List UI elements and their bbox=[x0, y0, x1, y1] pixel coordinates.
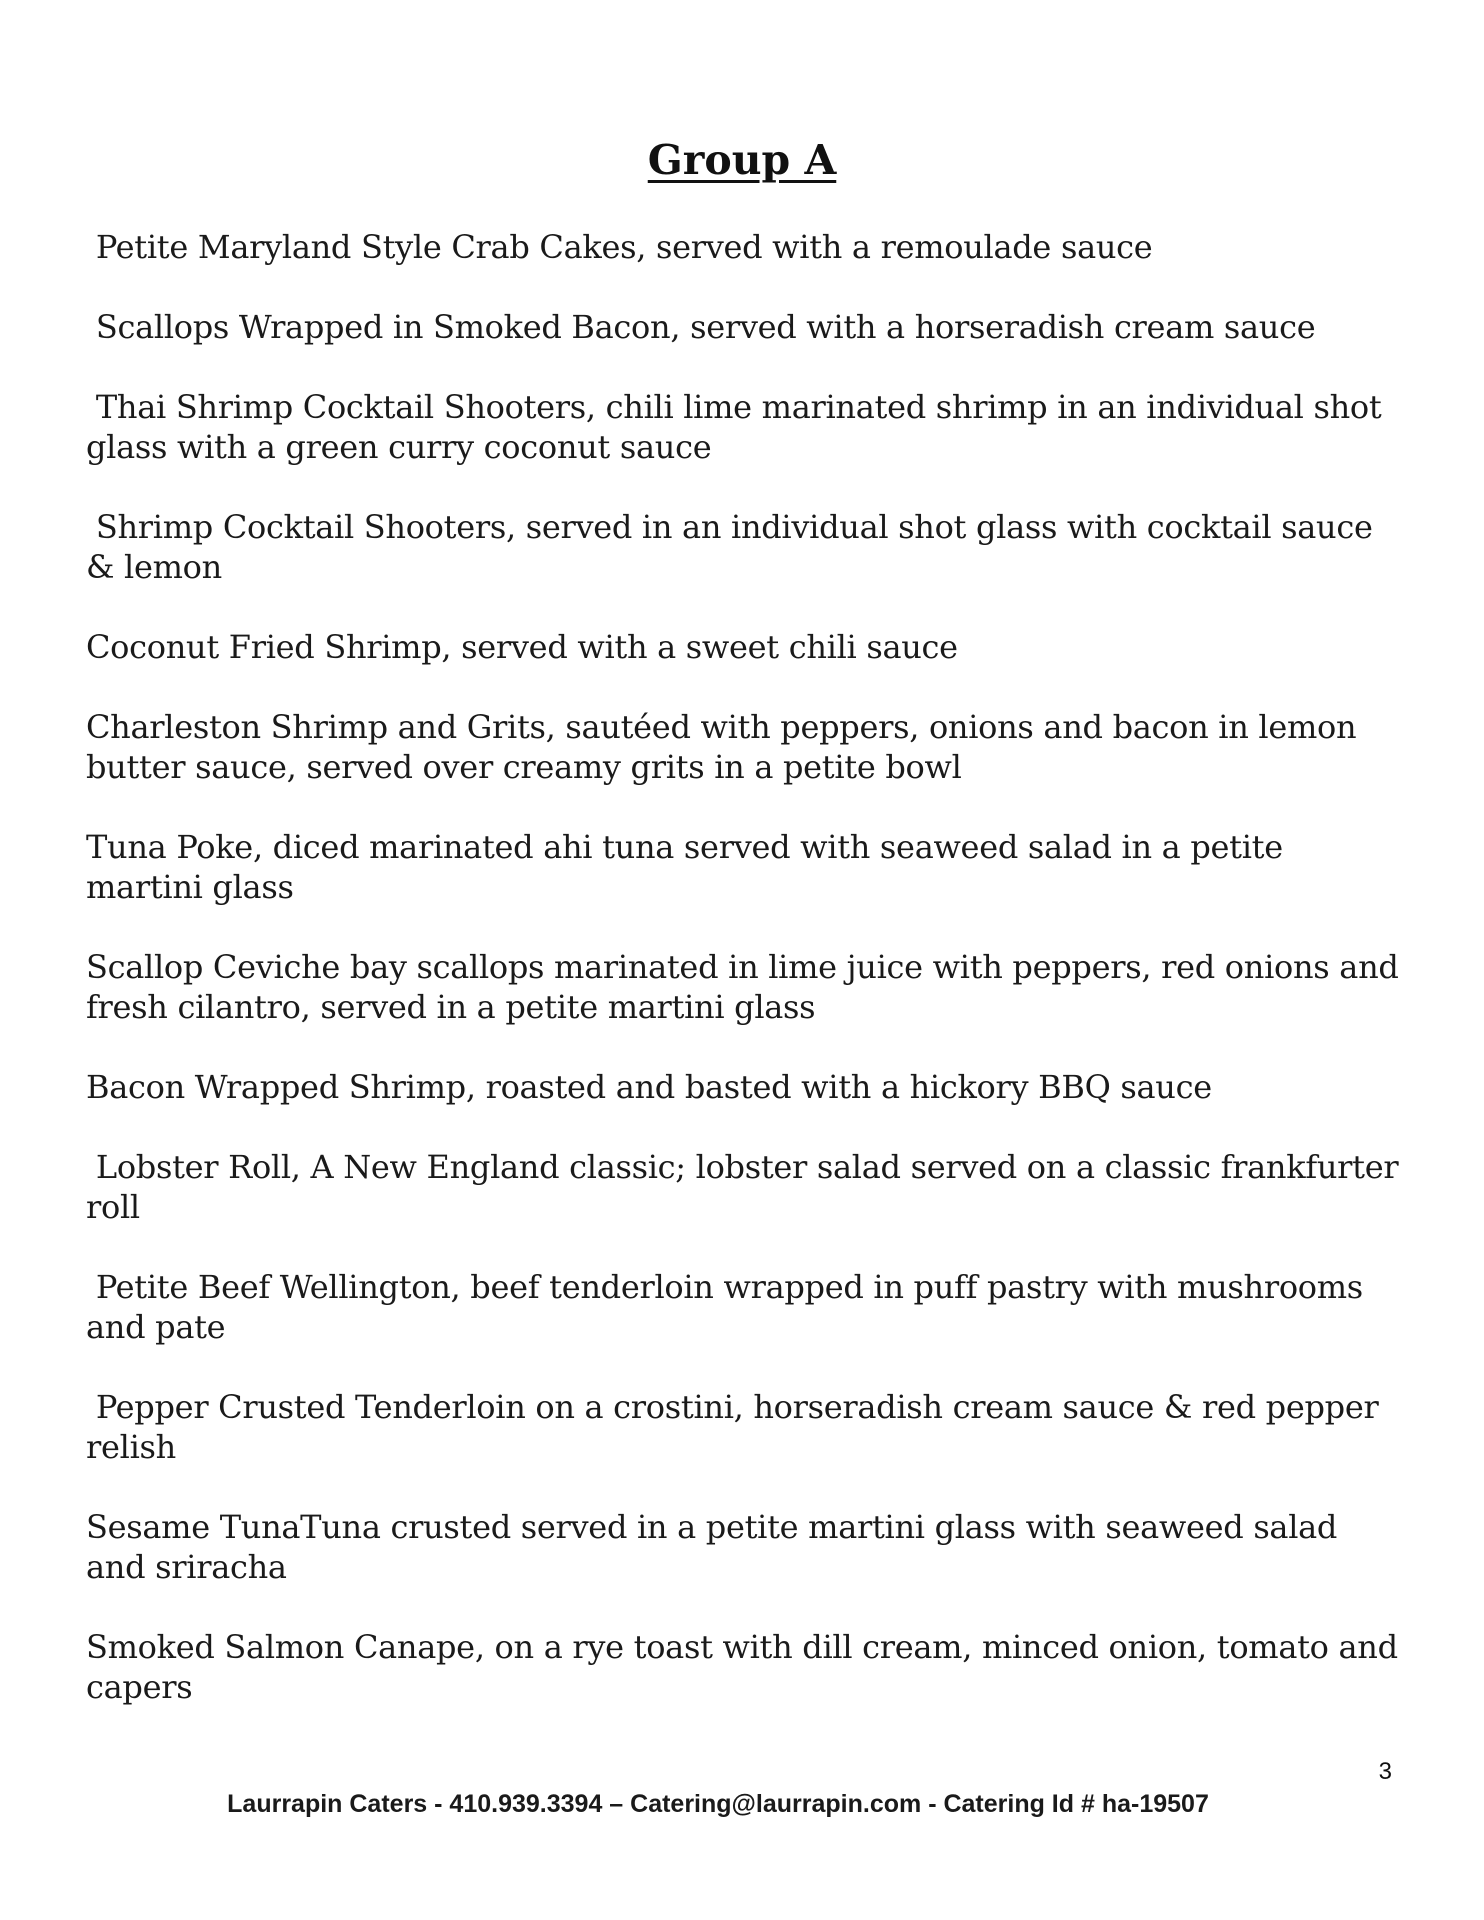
menu-item: Sesame TunaTuna crusted served in a petite martini glass with seaweed salad and sriracha bbox=[86, 1508, 1347, 1586]
page-title: Group A bbox=[647, 136, 837, 184]
menu-item: Bacon Wrapped Shrimp, roasted and basted with a hickory BBQ sauce bbox=[86, 1068, 1212, 1106]
menu-item: Scallop Ceviche bay scallops marinated in lime juice with peppers, red onions and fresh cilantro, served in a petite martini glass bbox=[86, 948, 1409, 1026]
menu-item: Petite Maryland Style Crab Cakes, served with a remoulade sauce bbox=[86, 228, 1153, 266]
menu-item: Pepper Crusted Tenderloin on a crostini, horseradish cream sauce & red pepper relish bbox=[86, 1388, 1389, 1466]
menu-item: Shrimp Cocktail Shooters, served in an individual shot glass with cocktail sauce & lemon bbox=[86, 508, 1383, 586]
menu-item: Charleston Shrimp and Grits, sautéed with peppers, onions and bacon in lemon butter sauce, served over creamy grits in a petite bowl bbox=[86, 708, 1367, 786]
menu-item: Tuna Poke, diced marinated ahi tuna served with seaweed salad in a petite martini glass bbox=[86, 828, 1293, 906]
footer-contact: Laurrapin Caters - 410.939.3394 – Catering@laurrapin.com - Catering Id # ha-19507 bbox=[227, 1790, 1209, 1818]
menu-item: Coconut Fried Shrimp, served with a sweet chili sauce bbox=[86, 628, 958, 666]
page-number: 3 bbox=[1378, 1758, 1392, 1785]
menu-item: Smoked Salmon Canape, on a rye toast with dill cream, minced onion, tomato and capers bbox=[86, 1628, 1408, 1706]
menu-item-list bbox=[86, 227, 1409, 1747]
menu-item: Petite Beef Wellington, beef tenderloin wrapped in puff pastry with mushrooms and pate bbox=[86, 1268, 1373, 1346]
menu-item: Thai Shrimp Cocktail Shooters, chili lime marinated shrimp in an individual shot glass with a green curry coconut sauce bbox=[86, 388, 1392, 466]
menu-item: Scallops Wrapped in Smoked Bacon, served with a horseradish cream sauce bbox=[86, 308, 1316, 346]
menu-item: Lobster Roll, A New England classic; lobster salad served on a classic frankfurter roll bbox=[86, 1148, 1409, 1226]
